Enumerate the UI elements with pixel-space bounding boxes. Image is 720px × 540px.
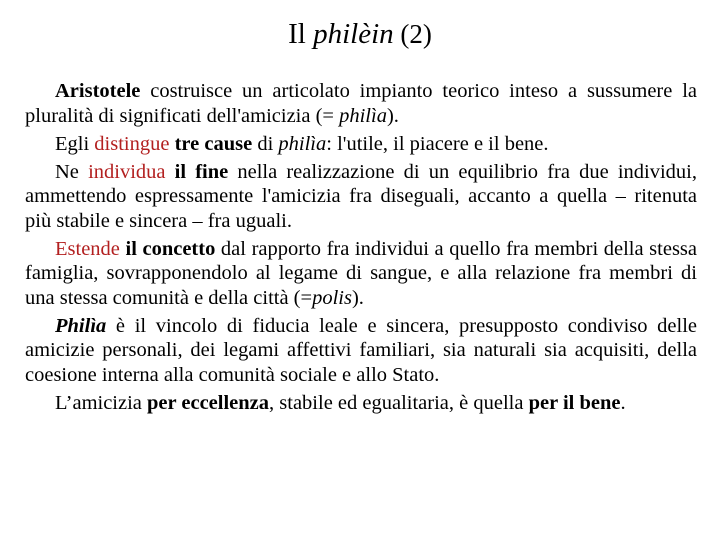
segment: dal rapporto fra individui a quello fra membri della stessa famiglia, sovrapponendolo al legame di sangue, e alla relazione fra membri di una stessa comunità e della città (= xyxy=(25,237,698,309)
segment: costruisce un articolato impianto teorico inteso a sussumere la pluralità di significati dell'amicizia (= xyxy=(25,80,697,127)
paragraph-philia xyxy=(25,314,697,388)
segment xyxy=(166,161,175,183)
segment: il concetto xyxy=(125,237,216,260)
segment: : l'utile, il piacere e il bene. xyxy=(326,132,549,155)
slide-title xyxy=(0,14,720,54)
segment: philìa xyxy=(339,104,387,127)
segment: distingue xyxy=(94,132,170,155)
segment: tre cause xyxy=(174,132,253,155)
segment: ). xyxy=(351,286,364,309)
body-text xyxy=(25,79,697,419)
paragraph-tre-cause xyxy=(25,132,697,157)
segment: . xyxy=(620,391,626,414)
segment: Egli xyxy=(55,132,95,155)
segment: philìa xyxy=(278,132,327,155)
segment: polis xyxy=(312,286,352,309)
segment: L’amicizia xyxy=(55,391,148,414)
paragraph-il-fine xyxy=(25,160,697,234)
segment: il fine xyxy=(174,160,229,183)
segment: è il vincolo di fiducia leale e sincera, presupposto condiviso delle amicizie personali, dei legami affettivi familiari, sia naturali sia acquisiti, della coesione interna alla comunità sociale e allo Stato. xyxy=(25,314,697,386)
segment: Ne xyxy=(55,160,89,183)
segment: Aristotele xyxy=(55,80,141,102)
segment: per il bene xyxy=(528,391,621,414)
paragraph-eccellenza xyxy=(25,391,697,416)
segment: ). xyxy=(386,104,399,127)
paragraph-concetto xyxy=(25,237,697,311)
title-suffix: (2) xyxy=(393,19,432,49)
paragraph-aristotele xyxy=(25,79,697,128)
segment: Estende xyxy=(55,237,120,260)
title-prefix: Il xyxy=(288,18,314,50)
title-italic: philèin xyxy=(313,18,394,50)
segment: individua xyxy=(88,160,166,183)
segment: Philìa xyxy=(55,314,107,337)
segment: nella realizzazione di un equilibrio fra due individui, ammettendo espressamente l'amicizia fra diseguali, accanto a quella – ritenuta più stabile e sincera – fra uguali. xyxy=(25,160,698,232)
segment: di xyxy=(252,132,279,155)
segment: per eccellenza xyxy=(147,391,270,414)
segment: , stabile ed egualitaria, è quella xyxy=(269,391,529,414)
